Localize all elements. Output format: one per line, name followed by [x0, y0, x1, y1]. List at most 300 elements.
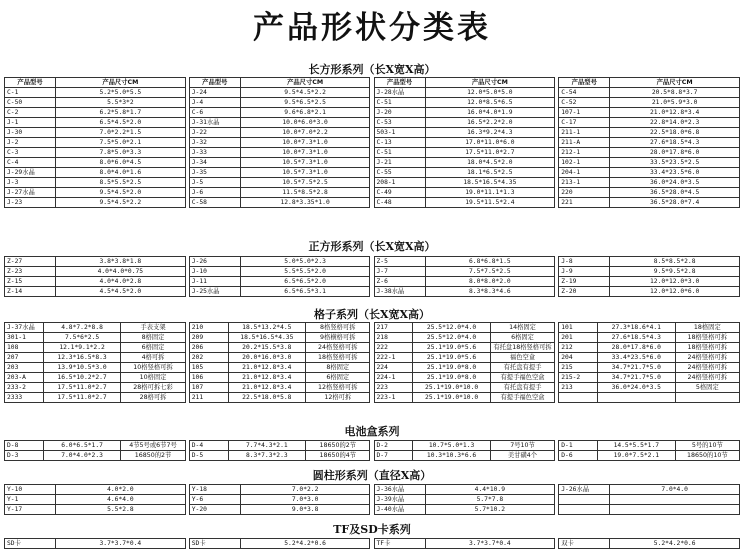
table-row	[5, 138, 740, 148]
size-cell: 7.5*7.5*2.5	[425, 267, 555, 277]
size-cell: 19.0*7.5*2.1	[598, 451, 676, 461]
model-cell: J-1	[5, 118, 56, 128]
size-cell: 4.0*4.0*0.75	[56, 267, 186, 277]
size-cell: 14.5*5.5*1.7	[598, 441, 676, 451]
model-cell: J-26	[189, 257, 240, 267]
desc-cell: 12格可拆	[306, 393, 370, 403]
desc-cell: 8格固定	[121, 333, 185, 343]
size-cell: 7.5*6*2.5	[43, 333, 121, 343]
table-row	[5, 257, 740, 267]
model-cell: J-9	[559, 267, 610, 277]
size-cell	[610, 495, 740, 505]
size-cell: 20.2*15.5*3.8	[228, 343, 306, 353]
size-cell: 7.8*5.0*3.3	[56, 148, 186, 158]
desc-cell: 手表支架	[121, 323, 185, 333]
desc-cell: 18650的4节	[306, 451, 370, 461]
desc-cell: 美甘磺4个	[490, 451, 554, 461]
size-cell: 18.1*6.5*2.5	[425, 168, 555, 178]
size-cell: 17.5*11.0*2.7	[425, 148, 555, 158]
table-row	[5, 88, 740, 98]
desc-cell: 福色空盒	[490, 353, 554, 363]
model-cell: C-13	[374, 138, 425, 148]
model-cell: D-8	[5, 441, 44, 451]
model-cell: D-5	[189, 451, 228, 461]
table-row	[5, 495, 740, 505]
model-cell: 224-1	[374, 373, 413, 383]
size-cell: 20.5*8.8*3.7	[610, 88, 740, 98]
size-cell: 33.4*23.5*6.0	[598, 353, 676, 363]
model-cell: C-53	[374, 118, 425, 128]
model-cell: J-11	[189, 277, 240, 287]
square-series-table	[4, 256, 740, 297]
size-cell: 10.0*6.0*3.0	[240, 118, 370, 128]
model-cell: D-2	[374, 441, 413, 451]
model-cell: 220	[559, 188, 610, 198]
size-cell: 28.0*17.8*6.0	[598, 343, 676, 353]
size-cell: 9.5*9.5*2.8	[610, 267, 740, 277]
size-cell: 4.8*7.2*8.8	[43, 323, 121, 333]
table-row	[5, 128, 740, 138]
size-cell: 17.5*11.0*2.7	[43, 383, 121, 393]
model-cell: Z-20	[559, 287, 610, 297]
model-cell: 212-1	[559, 148, 610, 158]
model-cell: J-34	[189, 158, 240, 168]
model-cell: J-32	[189, 138, 240, 148]
size-cell: 10.0*7.3*1.0	[240, 148, 370, 158]
size-cell: 7.0*2.2*1.5	[56, 128, 186, 138]
size-cell: 25.1*19.0*5.6	[413, 343, 491, 353]
desc-cell: 6格固定	[121, 343, 185, 353]
model-cell: C-4	[5, 158, 56, 168]
table-row	[5, 393, 740, 403]
column-header: 产品型号	[5, 78, 56, 88]
desc-cell: 8格竖格可拆	[306, 323, 370, 333]
model-cell: C-58	[189, 198, 240, 208]
size-cell: 4.6*4.0	[56, 495, 186, 505]
battery-series-table	[4, 440, 740, 461]
model-cell: C-3	[5, 148, 56, 158]
model-cell: J-25水晶	[189, 287, 240, 297]
size-cell: 3.7*3.7*0.4	[425, 539, 555, 549]
table-row	[5, 383, 740, 393]
model-cell: J-8	[559, 257, 610, 267]
column-header: 产品尺寸CM	[56, 78, 186, 88]
size-cell: 5.0*5.0*2.3	[240, 257, 370, 267]
size-cell: 12.0*12.0*6.0	[610, 287, 740, 297]
model-cell: C-51	[374, 98, 425, 108]
model-cell: J-21	[374, 158, 425, 168]
desc-cell: 14格固定	[490, 323, 554, 333]
table-row	[5, 188, 740, 198]
model-cell: J-40水晶	[374, 505, 425, 515]
model-cell: J-23	[5, 198, 56, 208]
desc-cell: 10格固定	[121, 373, 185, 383]
size-cell: 12.8*3.35*1.0	[240, 198, 370, 208]
section-title-grid: 格子系列（长X宽X高）	[313, 308, 431, 321]
model-cell: Z-27	[5, 257, 56, 267]
size-cell: 27.3*18.6*4.1	[598, 323, 676, 333]
model-cell: D-1	[559, 441, 598, 451]
model-cell: 203-A	[5, 373, 44, 383]
model-cell: SD卡	[5, 539, 56, 549]
model-cell: D-6	[559, 451, 598, 461]
size-cell: 12.0*12.0*3.0	[610, 277, 740, 287]
model-cell: Y-10	[5, 485, 56, 495]
model-cell: J-38水晶	[374, 287, 425, 297]
table-row	[5, 485, 740, 495]
model-cell: J-30	[5, 128, 56, 138]
size-cell: 9.5*4.5*2.2	[56, 198, 186, 208]
desc-cell: 16850的2节	[121, 451, 185, 461]
desc-cell: 有提手福色空盒	[490, 373, 554, 383]
size-cell	[610, 505, 740, 515]
model-cell: C-52	[559, 98, 610, 108]
size-cell: 7.0*2.2	[240, 485, 370, 495]
model-cell: 107-1	[559, 108, 610, 118]
size-cell: 36.5*28.0*7.4	[610, 198, 740, 208]
size-cell	[598, 393, 676, 403]
model-cell: Z-5	[374, 257, 425, 267]
desc-cell	[675, 393, 739, 403]
size-cell: 5.7*10.2	[425, 505, 555, 515]
size-cell: 16.5*2.2*2.0	[425, 118, 555, 128]
model-cell: J-5	[189, 178, 240, 188]
model-cell	[559, 393, 598, 403]
size-cell: 17.0*11.0*6.0	[425, 138, 555, 148]
rect-series-table	[4, 77, 740, 208]
model-cell: 102-1	[559, 158, 610, 168]
table-row	[5, 539, 740, 549]
model-cell: J-10	[189, 267, 240, 277]
model-cell: 209	[189, 333, 228, 343]
model-cell: J-3	[5, 178, 56, 188]
section-title-tf: TF及SD卡系列	[333, 523, 411, 536]
size-cell: 21.0*12.8*3.4	[610, 108, 740, 118]
model-cell: SD卡	[189, 539, 240, 549]
table-row	[5, 441, 740, 451]
desc-cell: 18格竖格可拆	[675, 343, 739, 353]
size-cell: 25.1*19.0*10.0	[413, 393, 491, 403]
model-cell: C-17	[559, 118, 610, 128]
size-cell: 10.7*5.0*1.3	[413, 441, 491, 451]
desc-cell: 9格横格可拆	[306, 333, 370, 343]
table-row	[5, 505, 740, 515]
size-cell: 4.0*2.0	[56, 485, 186, 495]
model-cell: 101	[559, 323, 598, 333]
size-cell: 5.2*4.2*0.6	[240, 539, 370, 549]
table-row	[5, 287, 740, 297]
desc-cell: 18650的2节	[306, 441, 370, 451]
column-header: 产品尺寸CM	[610, 78, 740, 88]
model-cell: J-26水晶	[559, 485, 610, 495]
size-cell: 7.5*5.0*2.1	[56, 138, 186, 148]
model-cell: 215	[559, 363, 598, 373]
size-cell: 6.2*5.8*1.7	[56, 108, 186, 118]
model-cell: Y-6	[189, 495, 240, 505]
column-header: 产品型号	[189, 78, 240, 88]
size-cell: 8.0*4.0*1.6	[56, 168, 186, 178]
size-cell: 11.5*8.5*2.8	[240, 188, 370, 198]
size-cell: 10.0*7.3*1.0	[240, 138, 370, 148]
model-cell: 208-1	[374, 178, 425, 188]
size-cell: 6.5*6.5*2.0	[240, 277, 370, 287]
model-cell: 2333	[5, 393, 44, 403]
model-cell: Y-1	[5, 495, 56, 505]
size-cell: 22.5*18.0*5.8	[228, 393, 306, 403]
model-cell: 201	[559, 333, 598, 343]
table-row	[5, 277, 740, 287]
model-cell: J-31水晶	[189, 118, 240, 128]
desc-cell: 18格竖格可拆	[306, 353, 370, 363]
model-cell: C-50	[5, 98, 56, 108]
size-cell: 33.4*23.5*6.0	[610, 168, 740, 178]
desc-cell: 有托盘有提手	[490, 363, 554, 373]
model-cell: D-7	[374, 451, 413, 461]
model-cell: J-36水晶	[374, 485, 425, 495]
table-row	[5, 353, 740, 363]
size-cell: 10.5*7.5*2.5	[240, 178, 370, 188]
model-cell: Z-14	[5, 287, 56, 297]
model-cell: 202	[189, 353, 228, 363]
size-cell: 13.9*10.5*3.0	[43, 363, 121, 373]
size-cell: 7.0*4.0*2.3	[43, 451, 121, 461]
size-cell: 5.5*2.8	[56, 505, 186, 515]
size-cell: 6.8*6.8*1.5	[425, 257, 555, 267]
model-cell: 212	[559, 343, 598, 353]
size-cell: 21.0*12.8*3.4	[228, 363, 306, 373]
model-cell: 224	[374, 363, 413, 373]
size-cell: 12.3*16.5*8.3	[43, 353, 121, 363]
size-cell: 18.0*4.5*2.0	[425, 158, 555, 168]
size-cell: 22.5*18.0*6.8	[610, 128, 740, 138]
model-cell: 233-2	[5, 383, 44, 393]
size-cell: 4.5*4.5*2.0	[56, 287, 186, 297]
page-title: 产品形状分类表	[253, 10, 491, 46]
desc-cell: 24格竖格可拆	[675, 363, 739, 373]
model-cell: 223	[374, 383, 413, 393]
size-cell: 25.1*19.0*8.0	[413, 363, 491, 373]
desc-cell: 6格固定	[490, 333, 554, 343]
desc-cell: 5号的10节	[675, 441, 739, 451]
model-cell: 207	[5, 353, 44, 363]
size-cell: 10.3*10.3*6.6	[413, 451, 491, 461]
model-cell: 210	[189, 323, 228, 333]
model-cell: C-1	[5, 88, 56, 98]
table-row	[5, 198, 740, 208]
size-cell: 12.0*8.5*6.5	[425, 98, 555, 108]
desc-cell: 28格可拆七彩	[121, 383, 185, 393]
desc-cell: 18格竖格可拆	[675, 333, 739, 343]
model-cell: 206	[189, 343, 228, 353]
desc-cell: 4节5号或6节7号	[121, 441, 185, 451]
size-cell: 3.7*3.7*0.4	[56, 539, 186, 549]
table-row	[5, 118, 740, 128]
table-row	[5, 333, 740, 343]
size-cell: 8.0*8.0*2.0	[425, 277, 555, 287]
size-cell: 33.5*23.5*2.5	[610, 158, 740, 168]
desc-cell: 28格可拆	[121, 393, 185, 403]
model-cell: J-7	[374, 267, 425, 277]
size-cell: 8.5*8.5*2.8	[610, 257, 740, 267]
model-cell: 211-1	[559, 128, 610, 138]
table-row	[5, 267, 740, 277]
cylinder-series-table	[4, 484, 740, 515]
size-cell: 5.2*5.0*5.5	[56, 88, 186, 98]
desc-cell: 24格竖格可拆	[675, 373, 739, 383]
table-row	[5, 158, 740, 168]
model-cell: 218	[374, 333, 413, 343]
model-cell: 204	[559, 353, 598, 363]
model-cell: Y-18	[189, 485, 240, 495]
model-cell: C-48	[374, 198, 425, 208]
model-cell: C-55	[374, 168, 425, 178]
size-cell: 36.5*28.0*4.5	[610, 188, 740, 198]
desc-cell: 有提手福色空盒	[490, 393, 554, 403]
size-cell: 4.0*4.0*2.8	[56, 277, 186, 287]
size-cell: 19.5*11.5*2.4	[425, 198, 555, 208]
size-cell: 20.0*16.0*3.0	[228, 353, 306, 363]
model-cell: J-22	[189, 128, 240, 138]
size-cell: 8.3*8.3*4.6	[425, 287, 555, 297]
size-cell: 25.1*19.0*10.0	[413, 383, 491, 393]
table-row	[5, 178, 740, 188]
model-cell: Y-17	[5, 505, 56, 515]
model-cell: J-6	[189, 188, 240, 198]
model-cell: TF卡	[374, 539, 425, 549]
size-cell: 6.5*6.5*3.1	[240, 287, 370, 297]
table-row	[5, 148, 740, 158]
size-cell: 25.5*12.0*4.0	[413, 333, 491, 343]
section-title-cyl: 圆柱形系列（直径X高）	[312, 469, 432, 482]
model-cell: J-28水晶	[374, 88, 425, 98]
model-cell: J-37水晶	[5, 323, 44, 333]
size-cell: 21.0*12.8*3.4	[228, 383, 306, 393]
model-cell: J-2	[5, 138, 56, 148]
model-cell: Z-6	[374, 277, 425, 287]
model-cell: 222-1	[374, 353, 413, 363]
model-cell	[559, 505, 610, 515]
size-cell: 5.2*4.2*0.6	[610, 539, 740, 549]
model-cell: 双卡	[559, 539, 610, 549]
size-cell: 36.0*24.0*3.5	[610, 178, 740, 188]
model-cell: J-29水晶	[5, 168, 56, 178]
size-cell: 28.0*17.8*6.0	[610, 148, 740, 158]
table-row	[5, 323, 740, 333]
size-cell: 7.0*3.0	[240, 495, 370, 505]
size-cell: 8.0*6.0*4.5	[56, 158, 186, 168]
size-cell: 7.7*4.3*2.1	[228, 441, 306, 451]
model-cell: 211	[189, 393, 228, 403]
table-row	[5, 363, 740, 373]
model-cell: Z-23	[5, 267, 56, 277]
column-header: 产品尺寸CM	[425, 78, 555, 88]
desc-cell: 8格固定	[306, 363, 370, 373]
size-cell: 7.0*4.0	[610, 485, 740, 495]
size-cell: 12.0*5.0*5.0	[425, 88, 555, 98]
size-cell: 25.1*19.0*5.6	[413, 353, 491, 363]
size-cell: 36.0*24.0*3.5	[598, 383, 676, 393]
size-cell: 5.5*3*2	[56, 98, 186, 108]
model-cell: 107	[189, 383, 228, 393]
model-cell: J-24	[189, 88, 240, 98]
size-cell: 10.0*7.0*2.2	[240, 128, 370, 138]
column-header: 产品型号	[374, 78, 425, 88]
column-header: 产品型号	[559, 78, 610, 88]
desc-cell: 10格竖格可拆	[121, 363, 185, 373]
desc-cell: 18650的10节	[675, 451, 739, 461]
size-cell: 10.5*7.3*1.0	[240, 168, 370, 178]
model-cell: 203	[5, 363, 44, 373]
model-cell: 223-1	[374, 393, 413, 403]
tf-sd-series-table	[4, 538, 740, 549]
size-cell: 27.6*18.5*4.3	[598, 333, 676, 343]
model-cell: 211-A	[559, 138, 610, 148]
size-cell: 34.7*21.7*5.0	[598, 363, 676, 373]
model-cell: C-6	[189, 108, 240, 118]
size-cell: 5.5*5.5*2.0	[240, 267, 370, 277]
model-cell: Y-20	[189, 505, 240, 515]
model-cell: 213	[559, 383, 598, 393]
model-cell: J-4	[189, 98, 240, 108]
size-cell: 8.3*7.3*2.3	[228, 451, 306, 461]
size-cell: 9.5*4.5*2.0	[56, 188, 186, 198]
table-row	[5, 373, 740, 383]
model-cell: 108	[5, 343, 44, 353]
model-cell: J-33	[189, 148, 240, 158]
size-cell: 3.8*3.8*1.8	[56, 257, 186, 267]
desc-cell: 7号10节	[490, 441, 554, 451]
size-cell: 21.0*5.9*3.0	[610, 98, 740, 108]
desc-cell: 12格竖格可拆	[306, 383, 370, 393]
model-cell: 215-2	[559, 373, 598, 383]
size-cell: 9.6*6.8*2.1	[240, 108, 370, 118]
desc-cell: 24格竖格可拆	[675, 353, 739, 363]
size-cell: 6.0*6.5*1.7	[43, 441, 121, 451]
desc-cell: 6格固定	[306, 373, 370, 383]
model-cell: C-2	[5, 108, 56, 118]
size-cell: 34.7*21.7*5.0	[598, 373, 676, 383]
size-cell: 8.5*5.5*2.5	[56, 178, 186, 188]
section-title-square: 正方形系列（长X宽X高）	[308, 240, 436, 253]
model-cell: 213-1	[559, 178, 610, 188]
model-cell: C-54	[559, 88, 610, 98]
model-cell: D-3	[5, 451, 44, 461]
table-row	[5, 343, 740, 353]
table-row	[5, 451, 740, 461]
size-cell: 6.5*4.5*2.0	[56, 118, 186, 128]
size-cell: 16.5*10.2*2.7	[43, 373, 121, 383]
size-cell: 17.5*11.0*2.7	[43, 393, 121, 403]
size-cell: 19.0*11.1*1.3	[425, 188, 555, 198]
size-cell: 16.0*4.0*1.9	[425, 108, 555, 118]
size-cell: 12.1*9.1*2.2	[43, 343, 121, 353]
model-cell: 301-1	[5, 333, 44, 343]
model-cell: J-35	[189, 168, 240, 178]
table-row	[5, 168, 740, 178]
size-cell: 18.5*16.5*4.35	[425, 178, 555, 188]
table-row	[5, 98, 740, 108]
size-cell: 25.1*19.0*8.0	[413, 373, 491, 383]
desc-cell: 有托盘有提手	[490, 383, 554, 393]
size-cell: 5.7*7.8	[425, 495, 555, 505]
model-cell: 217	[374, 323, 413, 333]
model-cell: 204-1	[559, 168, 610, 178]
model-cell: D-4	[189, 441, 228, 451]
desc-cell: 有托盘18格竖格可拆	[490, 343, 554, 353]
size-cell: 10.5*7.3*1.0	[240, 158, 370, 168]
desc-cell: 5格固定	[675, 383, 739, 393]
size-cell: 9.5*4.5*2.2	[240, 88, 370, 98]
